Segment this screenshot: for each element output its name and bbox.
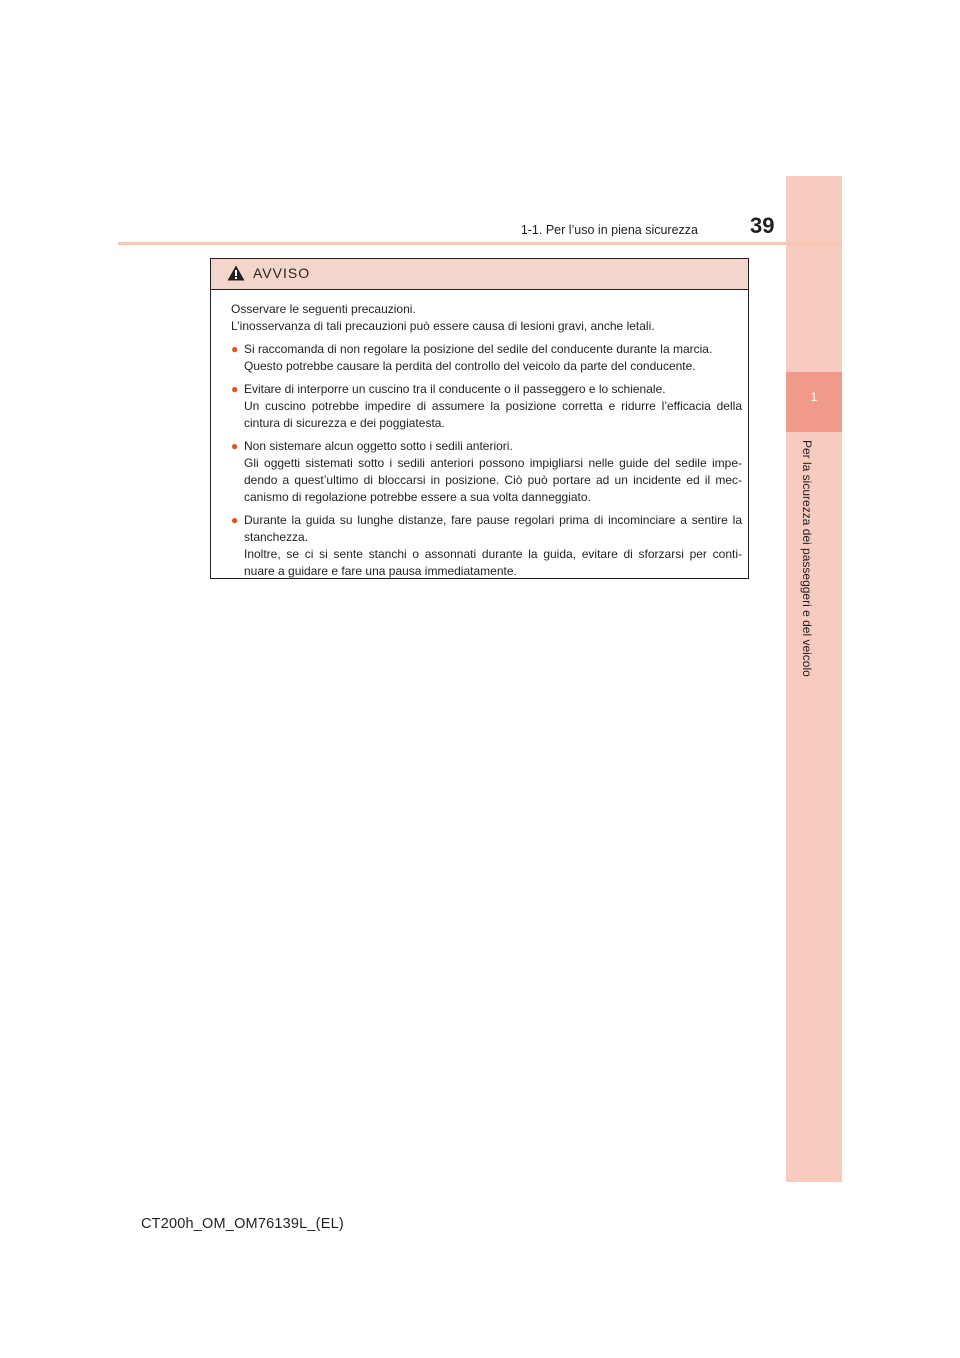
bullet-line: canismo di regolazione potrebbe essere a sua volta danneggiato. [244, 490, 591, 504]
warning-title: AVVISO [253, 265, 311, 281]
warning-triangle-icon [227, 265, 245, 281]
bullet-line: nuare a guidare e fare una pausa immediatamente. [244, 564, 517, 578]
warning-body [211, 290, 748, 580]
bullet-line: dendo a quest’ultimo di bloccarsi in posizione. Ciò può portare ad un incidente ed il mec- [244, 473, 742, 487]
warning-header [211, 259, 748, 290]
bullet-line: Si raccomanda di non regolare la posizione del sedile del conducente durante la marcia. [244, 342, 713, 356]
bullet-line: stanchezza. [244, 530, 309, 544]
warning-box [210, 258, 749, 579]
warning-intro-line: L’inosservanza di tali precauzioni può essere causa di lesioni gravi, anche letali. [231, 319, 655, 333]
bullet-line: Inoltre, se ci si sente stanchi o assonnati durante la guida, evitare di sforzarsi per conti- [244, 547, 742, 561]
document-code: CT200h_OM_OM76139L_(EL) [141, 1216, 344, 1232]
bullet-icon: ● [231, 439, 239, 453]
bullet-line: Durante la guida su lunghe distanze, fare pause regolari prima di incominciare a sentire la [244, 513, 742, 527]
bullet-line: Gli oggetti sistemati sotto i sedili anteriori possono impigliarsi nelle guide del sedile impe- [244, 456, 742, 470]
bullet-line: Evitare di interporre un cuscino tra il conducente o il passeggero e lo schienale. [244, 382, 666, 396]
warning-bullet [231, 512, 742, 580]
bullet-icon: ● [231, 382, 239, 396]
header-rule [118, 242, 842, 245]
warning-intro-line: Osservare le seguenti precauzioni. [231, 302, 416, 316]
side-strip [786, 176, 842, 1182]
warning-bullet [231, 381, 742, 432]
page-number: 39 [750, 213, 775, 238]
bullet-line: cintura di sicurezza e dei poggiatesta. [244, 416, 445, 430]
bullet-line: Questo potrebbe causare la perdita del controllo del veicolo da parte del conducente. [244, 359, 696, 373]
bullet-line: Non sistemare alcun oggetto sotto i sedili anteriori. [244, 439, 513, 453]
bullet-icon: ● [231, 513, 239, 527]
warning-bullet [231, 438, 742, 506]
bullet-line: Un cuscino potrebbe impedire di assumere la posizione corretta e ridurre l’efficacia della [244, 399, 742, 413]
warning-bullet [231, 341, 742, 375]
chapter-title: Per la sicurezza dei passeggeri e del veicolo [800, 440, 814, 677]
section-title: 1-1. Per l’uso in piena sicurezza [520, 223, 698, 237]
chapter-number: 1 [810, 390, 818, 404]
bullet-icon: ● [231, 342, 239, 356]
